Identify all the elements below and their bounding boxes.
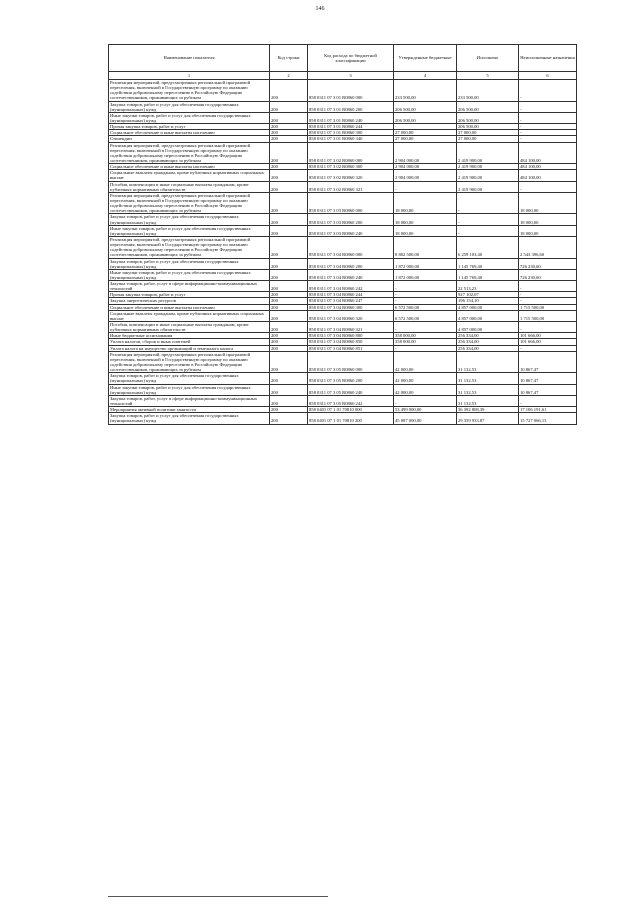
cell-approved: 206 500,00	[394, 101, 457, 112]
cell-executed: -	[457, 192, 519, 214]
cell-name: Прочая закупка товаров, работ и услуг	[109, 124, 270, 130]
cell-code: 200	[270, 298, 308, 304]
cell-unexecuted: -	[519, 136, 577, 142]
header-executed: Исполнено	[457, 45, 519, 72]
cell-name: Мероприятия активной политики занятости	[109, 407, 270, 413]
cell-name: Иные закупки товаров, работ и услуг для обеспечения государственных (муниципальных) нужд	[109, 112, 270, 123]
cell-approved: 45 087 000,00	[394, 413, 457, 424]
cell-name: Реализация мероприятий, предусмотренных региональной программой переселения, включенной в Государственную программу по оказанию содействия добровольному переселению в Российскую Федерацию соотечественников, проживающих за рубежом	[109, 142, 270, 164]
column-number: 1	[109, 72, 270, 80]
cell-unexecuted: 1 715 500,00	[519, 310, 577, 321]
cell-unexecuted: -	[519, 181, 577, 192]
cell-executed: 2 419 900,00	[457, 164, 519, 170]
cell-unexecuted: -	[519, 80, 577, 102]
cell-unexecuted: -	[519, 345, 577, 351]
column-number: 6	[519, 72, 577, 80]
cell-unexecuted: -	[519, 281, 577, 292]
cell-code: 200	[270, 292, 308, 298]
cell-name: Реализация мероприятий, предусмотренных региональной программой переселения, включенной в Государственную программу по оказанию содействия добровольному переселению в Российскую Федерацию соотечественников, проживающих за рубежом	[109, 192, 270, 214]
table-body	[109, 80, 577, 425]
cell-kbk: 858 0311 07 3 01 R0860 300	[308, 130, 394, 136]
cell-approved: -	[394, 124, 457, 130]
page-number: 146	[315, 6, 325, 12]
cell-code: 200	[270, 136, 308, 142]
cell-code: 200	[270, 373, 308, 384]
cell-name: Социальные выплаты гражданам, кроме публичных нормативных социальных выплат	[109, 170, 270, 181]
cell-unexecuted: -	[519, 112, 577, 123]
cell-executed: 31 132,53	[457, 351, 519, 373]
table-row	[109, 322, 577, 333]
table-row	[109, 384, 577, 395]
cell-name: Закупка товаров, работ и услуг для обеспечения государственных (муниципальных) нужд	[109, 373, 270, 384]
cell-name: Закупка товаров, работ, услуг в сфере информационно-коммуникационных технологий	[109, 281, 270, 292]
cell-code: 200	[270, 384, 308, 395]
cell-kbk: 858 0311 07 3 02 R0860 300	[308, 164, 394, 170]
cell-executed: 1 145 769,40	[457, 269, 519, 280]
cell-unexecuted: 10 867,47	[519, 373, 577, 384]
cell-code: 200	[270, 322, 308, 333]
table-row	[109, 112, 577, 123]
header-kbk: Код расхода по бюджетной классификации	[308, 45, 394, 72]
table-row	[109, 142, 577, 164]
cell-code: 200	[270, 413, 308, 424]
cell-unexecuted: 18 000,00	[519, 225, 577, 236]
column-number: 4	[394, 72, 457, 80]
cell-unexecuted: 1 715 500,00	[519, 304, 577, 310]
cell-approved: -	[394, 345, 457, 351]
cell-kbk: 858 0311 07 3 01 R0860 240	[308, 112, 394, 123]
cell-name: Иные закупки товаров, работ и услуг для обеспечения государственных (муниципальных) нужд	[109, 384, 270, 395]
cell-unexecuted: 726 230,60	[519, 269, 577, 280]
cell-unexecuted: 17 106 191,61	[519, 407, 577, 413]
table-row	[109, 281, 577, 292]
cell-code: 200	[270, 142, 308, 164]
cell-kbk: 858 0311 07 3 04 R0860 850	[308, 339, 394, 345]
cell-name: Социальные выплаты гражданам, кроме публичных нормативных социальных выплат	[109, 310, 270, 321]
cell-name: Уплата налогов, сборов и иных платежей	[109, 339, 270, 345]
cell-executed: 256 334,00	[457, 333, 519, 339]
cell-name: Иные закупки товаров, работ и услуг для обеспечения государственных (муниципальных) нужд	[109, 225, 270, 236]
cell-unexecuted: -	[519, 292, 577, 298]
cell-kbk: 858 0311 07 3 04 R0860 242	[308, 281, 394, 292]
cell-code: 200	[270, 236, 308, 258]
cell-name: Закупка товаров, работ, услуг в сфере информационно-коммуникационных технологий	[109, 395, 270, 406]
table-row	[109, 413, 577, 424]
cell-name: Реализация мероприятий, предусмотренных региональной программой переселения, включенной в Государственную программу по оказанию содействия добровольному переселению в Российскую Федерацию соотечественников, проживающих за рубежом	[109, 80, 270, 102]
cell-executed: 6 259 103,40	[457, 236, 519, 258]
cell-executed: 1 145 769,40	[457, 258, 519, 269]
cell-kbk: 858 0401 07 1 01 70810 200	[308, 413, 394, 424]
cell-executed: 256 334,00	[457, 345, 519, 351]
cell-kbk: 858 0311 07 3 01 R0860 244	[308, 124, 394, 130]
cell-approved: -	[394, 298, 457, 304]
cell-code: 200	[270, 192, 308, 214]
cell-code: 200	[270, 258, 308, 269]
cell-approved: 1 872 000,00	[394, 269, 457, 280]
cell-approved: 8 802 500,00	[394, 236, 457, 258]
cell-code: 200	[270, 339, 308, 345]
cell-code: 200	[270, 80, 308, 102]
cell-executed: 4 857 000,00	[457, 304, 519, 310]
cell-name: Реализация мероприятий, предусмотренных региональной программой переселения, включенной в Государственную программу по оказанию содействия добровольному переселению в Российскую Федерацию соотечественников, проживающих за рубежом	[109, 236, 270, 258]
cell-unexecuted: 18 000,00	[519, 214, 577, 225]
cell-executed: 36 392 808,39	[457, 407, 519, 413]
cell-executed: 2 419 900,00	[457, 170, 519, 181]
cell-kbk: 858 0311 07 3 04 R0860 240	[308, 269, 394, 280]
column-number: 3	[308, 72, 394, 80]
cell-name: Пособия, компенсации и иные социальные выплаты гражданам, кроме публичных нормативных обязательств	[109, 322, 270, 333]
table-row	[109, 310, 577, 321]
cell-unexecuted: 484 100,00	[519, 142, 577, 164]
header-unexecuted: Неисполненные назначения	[519, 45, 577, 72]
cell-executed: 206 500,00	[457, 124, 519, 130]
cell-name: Закупка товаров, работ и услуг для обеспечения государственных (муниципальных) нужд	[109, 101, 270, 112]
cell-kbk: 858 0311 07 3 02 R0860 320	[308, 170, 394, 181]
cell-approved: -	[394, 281, 457, 292]
cell-kbk: 858 0311 07 3 01 R0860 340	[308, 136, 394, 142]
cell-kbk: 858 0311 07 3 04 R0860 321	[308, 322, 394, 333]
cell-approved: -	[394, 395, 457, 406]
cell-approved: 2 904 000,00	[394, 164, 457, 170]
cell-executed: 31 132,53	[457, 384, 519, 395]
cell-kbk: 858 0311 07 3 05 R0860 200	[308, 373, 394, 384]
table-row	[109, 170, 577, 181]
header-row	[109, 45, 577, 72]
cell-executed: 206 500,00	[457, 112, 519, 123]
cell-approved: -	[394, 181, 457, 192]
cell-approved: 53 499 000,00	[394, 407, 457, 413]
cell-kbk: 858 0311 07 3 05 R0860 000	[308, 351, 394, 373]
cell-code: 200	[270, 310, 308, 321]
cell-code: 200	[270, 164, 308, 170]
cell-executed: 27 000,00	[457, 136, 519, 142]
cell-unexecuted: 101 666,00	[519, 333, 577, 339]
cell-code: 200	[270, 124, 308, 130]
cell-executed: 22 513,23	[457, 281, 519, 292]
cell-unexecuted: 10 867,47	[519, 384, 577, 395]
cell-name: Реализация мероприятий, предусмотренных региональной программой переселения, включенной в Государственную программу по оказанию содействия добровольному переселению в Российскую Федерацию соотечественников, проживающих за рубежом	[109, 351, 270, 373]
table-row	[109, 192, 577, 214]
cell-code: 200	[270, 351, 308, 373]
cell-kbk: 858 0311 07 3 04 R0860 320	[308, 310, 394, 321]
cell-kbk: 858 0311 07 3 03 R0860 200	[308, 214, 394, 225]
table-row	[109, 80, 577, 102]
cell-kbk: 858 0311 07 3 04 R0860 851	[308, 345, 394, 351]
table-row	[109, 258, 577, 269]
cell-executed: 31 132,53	[457, 395, 519, 406]
cell-executed: 27 000,00	[457, 130, 519, 136]
cell-code: 200	[270, 214, 308, 225]
table-row	[109, 395, 577, 406]
cell-executed: 29 359 933,87	[457, 413, 519, 424]
cell-approved: 2 904 000,00	[394, 142, 457, 164]
cell-approved: 42 000,00	[394, 373, 457, 384]
cell-approved: 233 500,00	[394, 80, 457, 102]
cell-kbk: 858 0311 07 3 04 R0860 300	[308, 304, 394, 310]
cell-unexecuted: -	[519, 130, 577, 136]
cell-name: Закупка энергетических ресурсов	[109, 298, 270, 304]
cell-executed: 4 857 000,00	[457, 310, 519, 321]
cell-executed: 233 500,00	[457, 80, 519, 102]
cell-unexecuted: -	[519, 298, 577, 304]
table-row	[109, 214, 577, 225]
cell-kbk: 858 0311 07 3 01 R0860 200	[308, 101, 394, 112]
cell-approved: 18 000,00	[394, 192, 457, 214]
cell-kbk: 858 0311 07 3 04 R0860 200	[308, 258, 394, 269]
cell-code: 200	[270, 345, 308, 351]
cell-kbk: 858 0311 07 3 04 R0860 247	[308, 298, 394, 304]
cell-code: 200	[270, 181, 308, 192]
cell-name: Иные закупки товаров, работ и услуг для обеспечения государственных (муниципальных) нужд	[109, 269, 270, 280]
cell-name: Уплата налога на имущество организаций и земельного налога	[109, 345, 270, 351]
cell-approved: 42 000,00	[394, 351, 457, 373]
cell-unexecuted: 15 727 066,13	[519, 413, 577, 424]
cell-code: 200	[270, 269, 308, 280]
cell-name: Социальное обеспечение и иные выплаты населению	[109, 130, 270, 136]
cell-executed: -	[457, 214, 519, 225]
table-row	[109, 181, 577, 192]
cell-unexecuted: 484 100,00	[519, 170, 577, 181]
cell-approved: 1 872 000,00	[394, 258, 457, 269]
cell-kbk: 858 0311 07 3 03 R0860 240	[308, 225, 394, 236]
cell-kbk: 858 0311 07 3 04 R0860 000	[308, 236, 394, 258]
cell-approved: 6 572 500,00	[394, 304, 457, 310]
table-row	[109, 373, 577, 384]
cell-unexecuted: 10 867,47	[519, 351, 577, 373]
table-row	[109, 101, 577, 112]
cell-code: 200	[270, 130, 308, 136]
table-row	[109, 269, 577, 280]
cell-code: 200	[270, 225, 308, 236]
cell-unexecuted: -	[519, 101, 577, 112]
budget-execution-table	[108, 44, 577, 425]
cell-executed: 256 334,00	[457, 339, 519, 345]
cell-kbk: 858 0311 07 3 01 R0860 000	[308, 80, 394, 102]
cell-kbk: 858 0401 07 1 01 70810 000	[308, 407, 394, 413]
cell-code: 200	[270, 112, 308, 123]
cell-executed: 4 857 000,00	[457, 322, 519, 333]
cell-kbk: 858 0311 07 3 05 R0860 240	[308, 384, 394, 395]
cell-executed: 196 154,10	[457, 298, 519, 304]
cell-executed: 31 132,53	[457, 373, 519, 384]
table-row	[109, 351, 577, 373]
cell-executed: 2 419 900,00	[457, 142, 519, 164]
cell-executed: 2 419 900,00	[457, 181, 519, 192]
cell-approved: 18 000,00	[394, 214, 457, 225]
cell-unexecuted: 2 543 396,60	[519, 236, 577, 258]
header-approved: Утвержденные бюджетные	[394, 45, 457, 72]
cell-approved: 358 000,00	[394, 339, 457, 345]
cell-unexecuted: -	[519, 322, 577, 333]
cell-kbk: 858 0311 07 3 03 R0860 000	[308, 192, 394, 214]
cell-code: 200	[270, 333, 308, 339]
footer-divider	[108, 896, 328, 897]
cell-name: Стипендии	[109, 136, 270, 142]
cell-approved: 6 572 500,00	[394, 310, 457, 321]
cell-executed: -	[457, 225, 519, 236]
column-number: 2	[270, 72, 308, 80]
cell-kbk: 858 0311 07 3 04 R0860 244	[308, 292, 394, 298]
table-row	[109, 236, 577, 258]
cell-kbk: 858 0311 07 3 02 R0860 000	[308, 142, 394, 164]
cell-name: Закупка товаров, работ и услуг для обеспечения государственных (муниципальных) нужд	[109, 258, 270, 269]
column-number-row	[109, 72, 577, 80]
cell-code: 200	[270, 304, 308, 310]
cell-approved: 18 000,00	[394, 225, 457, 236]
cell-approved: 358 000,00	[394, 333, 457, 339]
cell-unexecuted: 18 000,00	[519, 192, 577, 214]
cell-unexecuted: 484 100,00	[519, 164, 577, 170]
cell-name: Социальное обеспечение и иные выплаты населению	[109, 164, 270, 170]
cell-kbk: 858 0311 07 3 02 R0860 321	[308, 181, 394, 192]
cell-code: 200	[270, 170, 308, 181]
cell-executed: 927 102,07	[457, 292, 519, 298]
table-row	[109, 225, 577, 236]
cell-name: Закупка товаров, работ и услуг для обеспечения государственных (муниципальных) нужд	[109, 214, 270, 225]
cell-unexecuted: 101 666,00	[519, 339, 577, 345]
header-code: Код строки	[270, 45, 308, 72]
cell-approved: 42 000,00	[394, 384, 457, 395]
cell-unexecuted: -	[519, 124, 577, 130]
cell-code: 200	[270, 395, 308, 406]
cell-name: Закупка товаров, работ и услуг для обеспечения государственных (муниципальных) нужд	[109, 413, 270, 424]
cell-name: Прочая закупка товаров, работ и услуг	[109, 292, 270, 298]
cell-name: Иные бюджетные ассигнования	[109, 333, 270, 339]
cell-code: 200	[270, 101, 308, 112]
cell-kbk: 858 0311 07 3 05 R0860 242	[308, 395, 394, 406]
cell-name: Пособия, компенсации и иные социальные выплаты гражданам, кроме публичных нормативных обязательств	[109, 181, 270, 192]
cell-code: 200	[270, 407, 308, 413]
cell-kbk: 858 0311 07 3 04 R0860 800	[308, 333, 394, 339]
cell-approved: 206 500,00	[394, 112, 457, 123]
header-name: Наименование показателя	[109, 45, 270, 72]
column-number: 5	[457, 72, 519, 80]
cell-executed: 206 500,00	[457, 101, 519, 112]
cell-approved: 27 000,00	[394, 136, 457, 142]
cell-name: Социальное обеспечение и иные выплаты населению	[109, 304, 270, 310]
cell-code: 200	[270, 281, 308, 292]
cell-unexecuted: 726 230,60	[519, 258, 577, 269]
cell-approved: -	[394, 322, 457, 333]
cell-unexecuted: -	[519, 395, 577, 406]
cell-approved: 2 904 000,00	[394, 170, 457, 181]
cell-approved: 27 000,00	[394, 130, 457, 136]
cell-approved: -	[394, 292, 457, 298]
